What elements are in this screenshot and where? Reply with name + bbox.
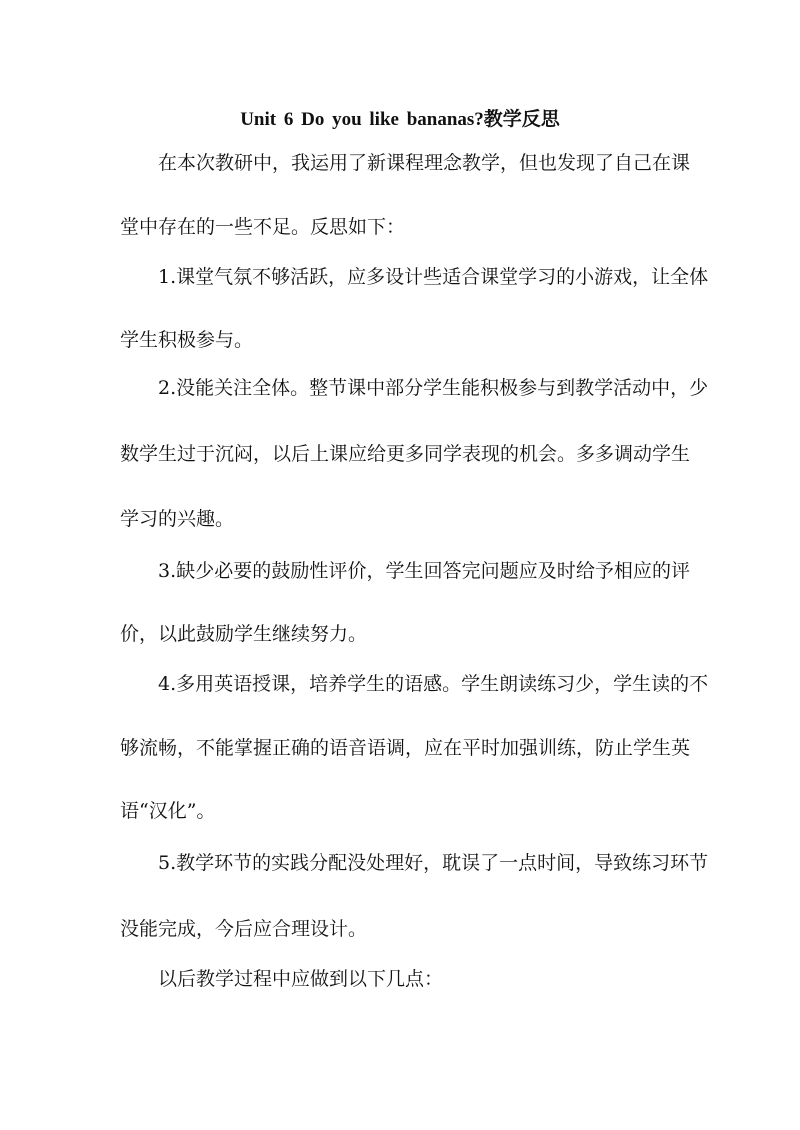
- paragraph-point-2-line-3: 学习的兴趣。: [120, 508, 235, 530]
- paragraph-point-1-line-1: 1.课堂气氛不够活跃，应多设计些适合课堂学习的小游戏，让全体: [158, 266, 709, 288]
- paragraph-point-4-line-3: 语“汉化”。: [120, 800, 216, 822]
- paragraph-point-4-line-1: 4.多用英语授课，培养学生的语感。学生朗读练习少，学生读的不: [158, 673, 709, 695]
- paragraph-point-2-line-1: 2.没能关注全体。整节课中部分学生能积极参与到教学活动中，少: [158, 377, 709, 399]
- paragraph-point-4-line-2: 够流畅，不能掌握正确的语音语调，应在平时加强训练，防止学生英: [120, 737, 691, 759]
- paragraph-point-3-line-1: 3.缺少必要的鼓励性评价，学生回答完问题应及时给予相应的评: [158, 560, 690, 582]
- document-title: Unit 6 Do you like bananas?教学反思: [240, 109, 560, 130]
- paragraph-closing-line-1: 以后教学过程中应做到以下几点：: [158, 968, 444, 990]
- paragraph-point-5-line-1: 5.教学环节的实践分配没处理好，耽误了一点时间，导致练习环节: [158, 852, 709, 874]
- paragraph-point-2-line-2: 数学生过于沉闷，以后上课应给更多同学表现的机会。多多调动学生: [120, 443, 691, 465]
- paragraph-point-5-line-2: 没能完成，今后应合理设计。: [120, 918, 368, 940]
- paragraph-intro-line-1: 在本次教研中，我运用了新课程理念教学，但也发现了自己在课: [158, 152, 691, 174]
- paragraph-point-1-line-2: 学生积极参与。: [120, 329, 254, 351]
- paragraph-intro-line-2: 堂中存在的一些不足。反思如下：: [120, 216, 406, 238]
- paragraph-point-3-line-2: 价，以此鼓励学生继续努力。: [120, 623, 368, 645]
